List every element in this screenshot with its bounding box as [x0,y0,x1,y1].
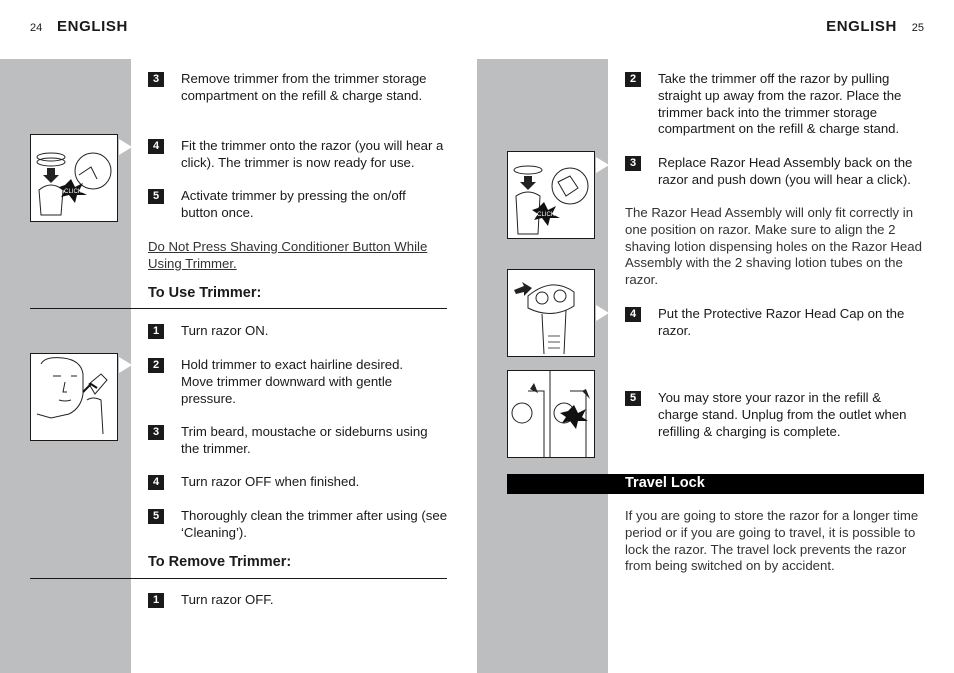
figure-pointer-1 [119,139,132,155]
step-activate-trimmer [148,188,438,224]
step-number: 2 [625,72,641,87]
step-number: 4 [148,475,164,490]
step-store-razor [625,390,925,442]
step-number: 1 [148,324,164,339]
step-use-3 [148,424,448,460]
face-trimming-illustration [30,353,118,441]
travel-lock-title: Travel Lock [625,475,705,491]
travel-lock-text: If you are going to store the razor for a longer time period or if you are going to travel, it is possible to lock the razor. The travel lock prevents the razor from being switched on by accident. [625,508,919,574]
step-protective-cap [625,306,925,342]
left-header-title: ENGLISH [57,18,128,35]
head-alignment-note: The Razor Head Assembly will only fit correctly in one position on razor. Make sure to align the 2 shaving lotion dispensing holes on the Razor Head Assembly with the 2 shaving lotion tubes on the razor. [625,205,922,288]
travel-lock-bar [507,474,924,494]
step-text: Trim beard, moustache or sideburns using the trimmer. [181,424,428,456]
step-text: Fit the trimmer onto the razor (you will hear a click). The trimmer is now ready for use. [181,138,444,170]
section-title-use-trimmer: To Use Trimmer: [148,285,262,301]
right-page-number: 25 [911,22,924,34]
figure-pointer-4 [596,305,609,321]
step-text: Remove trimmer from the trimmer storage compartment on the refill & charge stand. [181,71,427,103]
warning-text: Do Not Press Shaving Conditioner Button While Using Trimmer. [148,239,428,271]
charge-stand-illustration [507,370,595,458]
step-use-2 [148,357,438,409]
step-text: Turn razor ON. [181,323,269,338]
step-text: Activate trimmer by pressing the on/off button once. [181,188,406,220]
step-number: 3 [148,425,164,440]
step-take-trimmer-off [625,71,925,139]
step-fit-trimmer [148,138,450,174]
section-rule [30,578,447,579]
right-header-title: ENGLISH [826,18,897,35]
step-number: 4 [148,139,164,154]
trimmer-click-illustration [30,134,118,222]
step-number: 5 [625,391,641,406]
protective-cap-drawing [508,270,594,356]
right-page-header [826,18,924,35]
step-number: 3 [625,156,641,171]
section-title-remove-trimmer: To Remove Trimmer: [148,554,292,570]
step-number: 2 [148,358,164,373]
protective-cap-illustration [507,269,595,357]
left-page-header [30,18,128,35]
step-number: 5 [148,189,164,204]
step-text: Hold trimmer to exact hairline desired. Move trimmer downward with gentle pressure. [181,357,404,406]
figure-pointer-3 [596,157,609,173]
step-remove-trimmer [148,71,428,123]
step-text: Put the Protective Razor Head Cap on the razor. [658,306,905,338]
head-assembly-click-illustration [507,151,595,239]
click-label-1: CLICK [64,189,82,195]
step-use-1 [148,323,448,341]
head-assembly-drawing [508,152,594,238]
step-use-4 [148,474,448,492]
click-label-2: CLICK [537,212,555,218]
step-number: 1 [148,593,164,608]
face-trimming-drawing [31,354,117,440]
step-number: 5 [148,509,164,524]
trimmer-click-drawing [31,135,117,221]
left-page-number: 24 [30,22,43,34]
step-text: You may store your razor in the refill & charge stand. Unplug from the outlet when refilling & charging is complete. [658,390,907,439]
step-text: Turn razor OFF when finished. [181,474,360,489]
step-number: 3 [148,72,164,87]
step-text: Replace Razor Head Assembly back on the razor and push down (you will hear a click). [658,155,913,187]
step-text: Take the trimmer off the razor by pulling straight up away from the razor. Place the trimmer back into the trimmer storage compartment on the refill & charge stand. [658,71,902,137]
step-text: Thoroughly clean the trimmer after using (see ‘Cleaning’). [181,508,448,540]
charge-stand-drawing [508,371,594,457]
figure-pointer-2 [119,357,132,373]
step-replace-head [625,155,925,207]
step-number: 4 [625,307,641,322]
step-text: Turn razor OFF. [181,592,274,607]
section-rule [30,308,447,309]
step-use-5 [148,508,448,544]
step-remove-1 [148,592,448,610]
